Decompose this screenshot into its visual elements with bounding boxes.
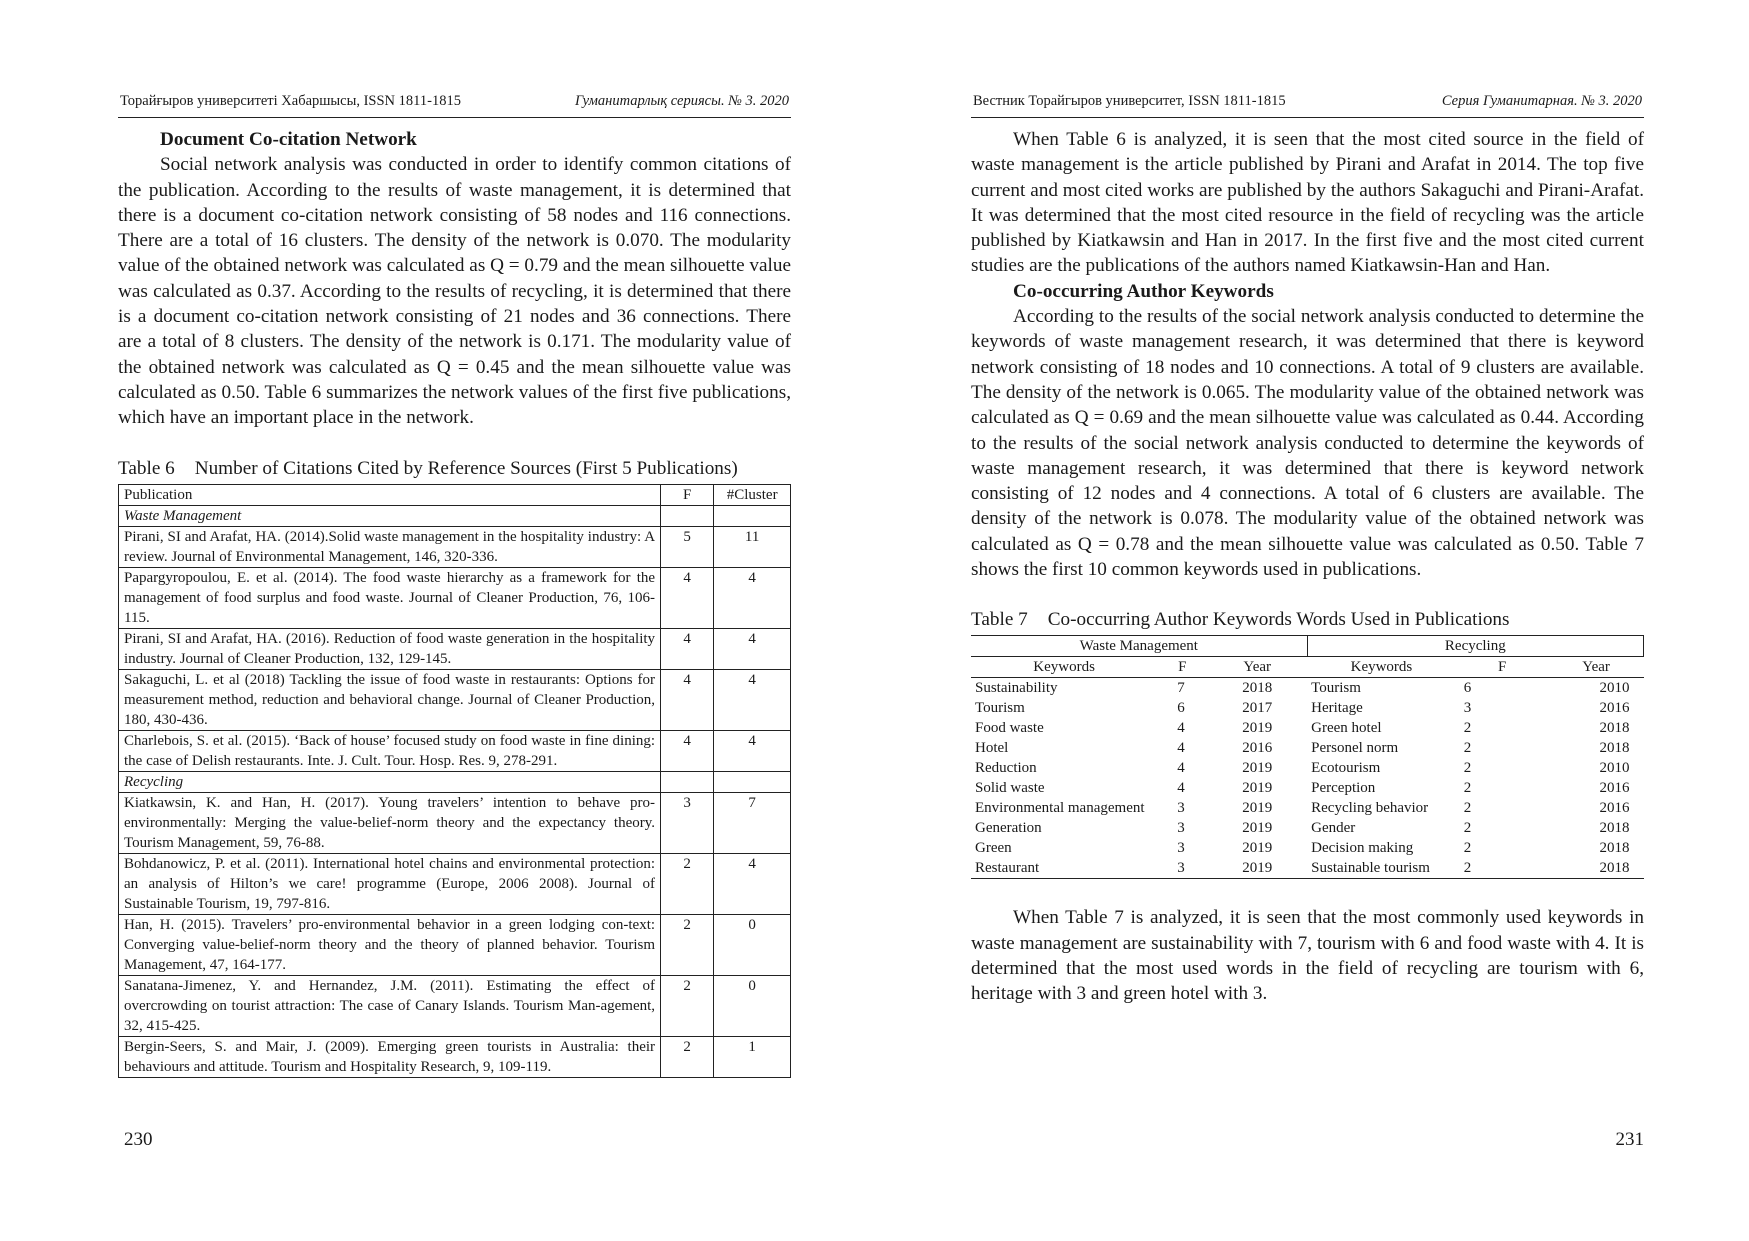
table-row [971,698,1644,718]
year-cell: 2017 [1242,700,1273,717]
keyword-cell: Perception [1311,780,1376,797]
frequency-cell: 2 [1463,840,1472,857]
frequency-cell: 2 [1456,858,1549,879]
frequency-cell: 3 [661,792,714,853]
keyword-cell: Hotel [975,740,1009,757]
frequency-cell: 4 [661,730,714,771]
year-cell: 2010 [1599,680,1630,697]
keyword-cell: Sustainability [975,680,1058,697]
running-head [971,93,1644,118]
year-cell: 2019 [1242,840,1273,857]
table-number: Table 6 [118,457,175,479]
body-paragraph: When Table 7 is analyzed, it is seen that the most commonly used keywords in waste management are sustainability with 7, tourism with 6 and food waste with 4. It is determined that the most used words in the field of recycling are tourism with 6, heritage with 3 and green hotel with 3. [971,907,1644,1005]
header-cell: F [661,484,714,505]
keyword-cell: Tourism [1311,680,1361,697]
keyword-cell: Solid waste [975,780,1045,797]
series-title: Серия Гуманитарная. № 3. 2020 [1441,93,1642,109]
header-cell: Year [1207,657,1307,678]
table-row [119,1036,791,1077]
header-cell: F [1157,657,1207,678]
table-header-row [119,484,791,505]
body-paragraph: When Table 6 is analyzed, it is seen that the most cited source in the field of waste management is the article published by Pirani and Arafat in 2014. The top five current and most cited works are published by the authors Sakaguchi and Pirani-Arafat. It was determined that the most cited resource in the field of recycling was the article published by Kiatkawsin and Han in 2017. In the first five and the most cited current studies are the publications of the authors named Kiatkawsin-Han and Han. [971,129,1644,277]
year-cell: 2019 [1207,858,1307,879]
frequency-cell: 2 [1463,800,1472,817]
keyword-cell: Environmental management [975,800,1145,817]
year-cell: 2016 [1599,700,1630,717]
group-header-recycling: Recycling [1307,636,1643,657]
section-label: Recycling [119,771,661,792]
table-row [119,526,791,567]
keyword-cell: Tourism [975,700,1025,717]
section-heading: Co-occurring Author Keywords [1013,280,1274,302]
year-cell: 2019 [1242,720,1273,737]
table-row [971,818,1644,838]
year-cell: 2018 [1599,720,1630,737]
frequency-cell: 4 [1177,740,1185,757]
body-paragraph: According to the results of the social network analysis conducted to determine the keywords of waste management research, it was determined that there is keyword network consisting of 18 nodes and 10 connections. A total of 9 clusters are available. The density of the network is 0.065. The modularity value of the obtained network was calculated as Q = 0.69 and the mean silhouette value was calculated as 0.44. According to the results of the social network analysis conducted to determine the keywords of waste management research, it was determined that there is keyword network consisting of 12 nodes and 4 connections. A total of 6 clusters are available. The density of the network is 0.078. The modularity value of the obtained network was calculated as Q = 0.78 and the mean silhouette value was calculated as 0.50. Table 7 shows the first 10 common keywords used in publications. [971,306,1644,581]
left-page-content [118,127,791,1078]
table-row [971,678,1644,699]
keyword-cell: Ecotourism [1311,760,1381,777]
publication-cell: Papargyropoulou, E. et al. (2014). The food waste hierarchy as a framework for the management of food surplus and food waste. Journal of Cleaner Production, 76, 106-115. [119,567,661,628]
table-row [971,858,1644,879]
journal-title: Вестник Торайгыров университет, ISSN 1811-1815 [973,93,1286,109]
cluster-cell: 4 [714,730,791,771]
table-row [971,778,1644,798]
year-cell: 2010 [1599,760,1630,777]
frequency-cell: 6 [1177,700,1185,717]
table-title: Co-occurring Author Keywords Words Used in Publications [1047,609,1510,631]
publication-cell: Pirani, SI and Arafat, HA. (2014).Solid waste management in the hospitality industry: A review. Journal of Environmental Management, 146, 320-336. [119,526,661,567]
publication-cell: Bohdanowicz, P. et al. (2011). International hotel chains and environmental protection: an analysis of Hilton’s we care! programme (Europe, 2006 2008). Journal of Sustainable Tourism, 19, 797-816. [119,853,661,914]
cluster-cell: 0 [714,914,791,975]
group-header-waste: Waste Management [971,636,1307,657]
section-row-recycling [119,771,791,792]
frequency-cell: 2 [1463,740,1472,757]
frequency-cell: 2 [661,853,714,914]
table-number: Table 7 [971,609,1028,631]
frequency-cell: 2 [1463,780,1472,797]
frequency-cell: 3 [1177,820,1185,837]
publication-cell: Sanatana-Jimenez, Y. and Hernandez, J.M. (2011). Estimating the effect of overcrowding on tourist attraction: The case of Canary Islands. Tourism Man-agement, 32, 415-425. [119,975,661,1036]
year-cell: 2019 [1242,780,1273,797]
frequency-cell: 2 [661,975,714,1036]
cluster-cell: 1 [714,1036,791,1077]
table-row [971,718,1644,738]
keyword-cell: Generation [975,820,1042,837]
section-row-waste [119,505,791,526]
frequency-cell: 4 [661,669,714,730]
cluster-cell: 7 [714,792,791,853]
frequency-cell: 4 [1177,760,1185,777]
cluster-cell: 4 [714,853,791,914]
table-row [119,567,791,628]
keyword-cell: Personel norm [1311,740,1399,757]
table-row [119,914,791,975]
keywords-table [971,635,1644,879]
frequency-cell: 2 [1463,820,1472,837]
left-page [118,0,791,1241]
right-page [971,0,1644,1241]
table-row [119,628,791,669]
year-cell: 2018 [1599,740,1630,757]
table-row [119,669,791,730]
keyword-cell: Green hotel [1311,720,1382,737]
table-title: Number of Citations Cited by Reference Sources (First 5 Publications) [194,457,738,479]
table-row [119,730,791,771]
header-cell: F [1456,657,1549,678]
page-number: 230 [124,1129,153,1150]
keyword-cell: Heritage [1311,700,1363,717]
year-cell: 2018 [1242,680,1273,697]
year-cell: 2019 [1242,800,1273,817]
series-title: Гуманитарлық сериясы. № 3. 2020 [574,93,789,109]
header-cell: Keywords [1307,657,1456,678]
section-heading: Document Co-citation Network [160,129,417,150]
year-cell: 2016 [1242,740,1273,757]
frequency-cell: 7 [1177,680,1185,697]
table-caption [971,608,1644,632]
cluster-cell: 4 [714,669,791,730]
frequency-cell: 4 [1177,780,1185,797]
table-row [971,758,1644,778]
publication-cell: Charlebois, S. et al. (2015). ‘Back of house’ focused study on food waste in fine dining: the case of Delish restaurants. Inte. J. Cult. Tour. Hosp. Res. 9, 278-291. [119,730,661,771]
journal-title: Торайғыров университеті Хабаршысы, ISSN 1811-1815 [120,93,461,109]
cluster-cell: 0 [714,975,791,1036]
frequency-cell: 5 [661,526,714,567]
header-cell: Year [1549,657,1644,678]
keyword-cell: Decision making [1311,840,1414,857]
frequency-cell: 2 [1463,720,1472,737]
cluster-cell: 4 [714,628,791,669]
year-cell: 2019 [1242,820,1273,837]
section-label: Waste Management [119,505,661,526]
publication-cell: Han, H. (2015). Travelers’ pro-environmental behavior in a green lodging con-text: Converging value-belief-norm theory and the theory of planned behavior. Tourism Management, 47, 164-177. [119,914,661,975]
group-header-row [971,636,1644,657]
frequency-cell: 2 [661,914,714,975]
publication-cell: Bergin-Seers, S. and Mair, J. (2009). Emerging green tourists in Australia: their behaviours and attitude. Tourism and Hospitality Research, 9, 109-119. [119,1036,661,1077]
table-row [119,792,791,853]
keyword-cell: Restaurant [971,858,1157,879]
cluster-cell: 11 [714,526,791,567]
year-cell: 2018 [1549,858,1644,879]
keyword-cell: Green [975,840,1012,857]
right-page-content [971,127,1644,1007]
frequency-cell: 6 [1463,680,1472,697]
keyword-cell: Food waste [975,720,1044,737]
table-row [119,975,791,1036]
year-cell: 2019 [1242,760,1273,777]
table-row [971,798,1644,818]
frequency-cell: 3 [1177,800,1185,817]
frequency-cell: 3 [1157,858,1207,879]
year-cell: 2018 [1599,840,1630,857]
publication-cell: Pirani, SI and Arafat, HA. (2016). Reduction of food waste generation in the hospitality industry. Journal of Cleaner Production, 132, 129-145. [119,628,661,669]
table-row [971,838,1644,858]
body-paragraph: Social network analysis was conducted in order to identify common citations of the publication. According to the results of waste management, it is determined that there is a document co-citation network consisting of 58 nodes and 116 connections. There are a total of 16 clusters. The density of the network is 0.070. The modularity value of the obtained network was calculated as Q = 0.79 and the mean silhouette value was calculated as 0.37. According to the results of recycling, it is determined that there is a document co-citation network consisting of 21 nodes and 36 connections. There are a total of 8 clusters. The density of the network is 0.171. The modularity value of the obtained network was calculated as Q = 0.45 and the mean silhouette value was calculated as 0.50. Table 6 summarizes the network values of the first five publications, which have an important place in the network. [118,154,791,429]
header-cell: #Cluster [714,484,791,505]
table-row [971,738,1644,758]
header-cell: Publication [119,484,661,505]
frequency-cell: 3 [1177,840,1185,857]
frequency-cell: 3 [1463,700,1472,717]
frequency-cell: 2 [661,1036,714,1077]
frequency-cell: 4 [661,567,714,628]
citations-table [118,484,791,1078]
cluster-cell: 4 [714,567,791,628]
publication-cell: Kiatkawsin, K. and Han, H. (2017). Young travelers’ intention to behave pro-environmentally: Merging the value-belief-norm theory and the expectancy theory. Tourism Management, 59, 76-88. [119,792,661,853]
publication-cell: Sakaguchi, L. et al (2018) Tackling the issue of food waste in restaurants: Options for measurement method, reduction and behavioral change. Journal of Cleaner Production, 180, 430-436. [119,669,661,730]
year-cell: 2016 [1599,780,1630,797]
frequency-cell: 4 [1177,720,1185,737]
keyword-cell: Reduction [975,760,1037,777]
year-cell: 2018 [1599,820,1630,837]
header-cell: Keywords [971,657,1157,678]
keyword-cell: Gender [1311,820,1356,837]
year-cell: 2016 [1599,800,1630,817]
keyword-cell: Recycling behavior [1311,800,1429,817]
table-row [119,853,791,914]
table-caption [118,457,791,481]
frequency-cell: 4 [661,628,714,669]
keyword-cell: Sustainable tourism [1307,858,1456,879]
running-head [118,93,791,118]
table-header-row [971,657,1644,678]
frequency-cell: 2 [1463,760,1472,777]
page-number: 231 [1615,1129,1644,1150]
